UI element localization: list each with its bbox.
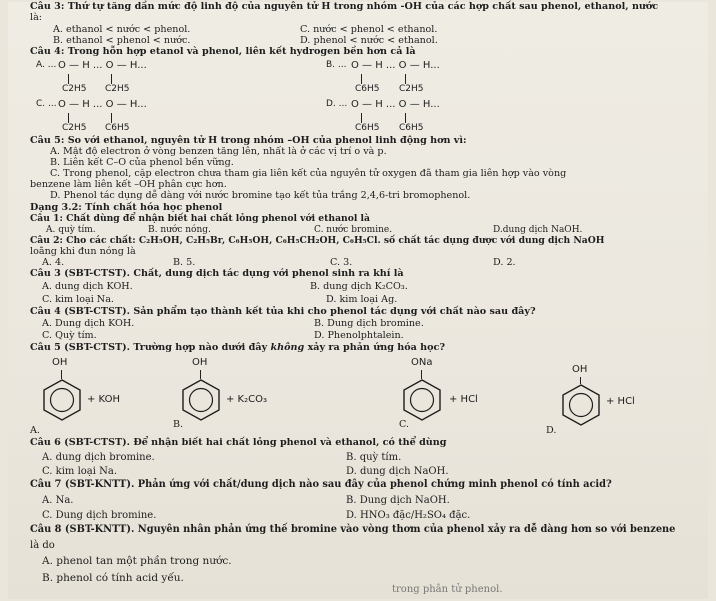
s1-option-c: C. nước bromine. <box>314 225 393 235</box>
s3-option-b: B. dung dịch K₂CO₃. <box>310 281 408 292</box>
reagent-k2co3: + K₂CO₃ <box>226 394 267 405</box>
bond-line <box>68 74 69 84</box>
s2-option-d: D. 2. <box>493 257 516 268</box>
phenyl-group: C6H5 <box>105 123 130 133</box>
q4-option-a-label: A. ... <box>36 60 57 70</box>
benzene-ring-icon <box>401 378 443 422</box>
s1-option-b: B. nước nóng. <box>148 225 211 235</box>
q5-stem: Câu 5: So với ethanol, nguyên tử H trong nhóm –OH của phenol linh động hơn vì: <box>30 135 467 146</box>
s2-option-a: A. 4. <box>42 257 65 268</box>
q5-option-a: A. Mật độ electron ở vòng benzen tăng lên, nhất là ở các vị trí o và p. <box>50 146 387 157</box>
reagent-hcl: + HCl <box>449 394 478 405</box>
q3-option-a: A. ethanol < nước < phenol. <box>53 24 191 35</box>
ethyl-group: C2H5 <box>62 123 87 133</box>
s2-option-b: B. 5. <box>173 257 196 268</box>
q4-option-d-label: D. ... <box>326 99 348 109</box>
q5-option-d: D. Phenol tác dụng dễ dàng với nước bromine tạo kết tủa trắng 2,4,6-tri bromophenol. <box>50 190 471 201</box>
s8-option-b: B. phenol có tính acid yếu. <box>42 572 184 584</box>
q5-option-b: B. Liên kết C–O của phenol bền vững. <box>50 157 234 168</box>
bond-line <box>361 74 362 84</box>
s4-option-b: B. Dung dịch bromine. <box>314 318 424 329</box>
s6-option-a: A. dung dịch bromine. <box>42 452 155 463</box>
s1-stem: Câu 1: Chất dùng để nhận biết hai chất lỏng phenol với ethanol là <box>30 213 370 224</box>
s4-option-d: D. Phenolphtalein. <box>314 330 404 341</box>
s3-option-c: C. kim loại Na. <box>42 294 114 305</box>
hydroxyl-label: OH <box>52 357 68 368</box>
ethyl-group: C2H5 <box>105 84 130 94</box>
s2-stem-cont: loãng khi đun nóng là <box>30 246 136 257</box>
q4-option-b-label: B. ... <box>326 60 347 70</box>
q3-option-b: B. ethanol < phenol < nước. <box>53 35 191 46</box>
s8-stem: Câu 8 (SBT-KNTT). Nguyên nhân phản ứng thế bromine vào vòng thơm của phenol xảy ra dễ dàng hơn so với benzene <box>30 524 676 535</box>
s5-option-a: A. <box>30 425 40 436</box>
s7-option-d: D. HNO₃ đặc/H₂SO₄ đặc. <box>346 510 471 521</box>
section-heading: Dạng 3.2: Tính chất hóa học phenol <box>30 202 223 213</box>
hydroxyl-label: OH <box>572 364 588 375</box>
s6-option-c: C. kim loại Na. <box>42 466 118 477</box>
s3-stem: Câu 3 (SBT-CTST). Chất, dung dịch tác dụng với phenol sinh ra khí là <box>30 268 404 279</box>
s1-option-a: A. quỳ tím. <box>46 225 96 235</box>
benzene-ring-icon <box>41 378 83 422</box>
s5-option-d: D. <box>546 425 557 436</box>
q3-option-c: C. nước < phenol < ethanol. <box>300 24 438 35</box>
ethyl-group: C2H5 <box>399 84 424 94</box>
reagent-koh: + KOH <box>87 394 120 405</box>
phenyl-group: C6H5 <box>355 84 380 94</box>
worksheet-page <box>8 2 708 599</box>
hydroxyl-label: OH <box>192 357 208 368</box>
phenyl-group: C6H5 <box>355 123 380 133</box>
s6-stem: Câu 6 (SBT-CTST). Để nhận biết hai chất lỏng phenol và ethanol, có thể dùng <box>30 437 447 448</box>
s5-stem-emphasis: không <box>270 342 305 353</box>
bond-line <box>361 113 362 123</box>
benzene-ring-icon <box>180 378 222 422</box>
s5-stem-pre: Câu 5 (SBT-CTST). Trường hợp nào dưới đây <box>30 342 271 353</box>
s8-stem-cont: là do <box>30 540 55 551</box>
s7-option-c: C. Dung dịch bromine. <box>42 510 157 521</box>
ethyl-group: C2H5 <box>62 84 87 94</box>
s4-stem: Câu 4 (SBT-CTST). Sản phẩm tạo thành kết tủa khi cho phenol tác dụng với chất nào sau đây? <box>30 306 536 317</box>
s5-stem <box>30 343 445 354</box>
s8-trailing-text: trong phân tử phenol. <box>392 584 503 595</box>
bond-line <box>111 74 112 84</box>
q4-option-d-chain: O — H ... O — H... <box>351 99 440 110</box>
bond-line <box>68 113 69 123</box>
phenyl-group: C6H5 <box>399 123 424 133</box>
q4-option-a-chain: O — H ... O — H... <box>58 60 147 71</box>
s7-option-a: A. Na. <box>42 495 74 506</box>
s5-option-b: B. <box>173 419 184 430</box>
q4-option-c-label: C. ... <box>36 99 57 109</box>
q5-option-c: C. Trong phenol, cặp electron chưa tham gia liên kết của nguyên tử oxygen đã tham gia liên hợp vào vòng <box>50 168 567 179</box>
q4-option-c-chain: O — H ... O — H... <box>58 99 147 110</box>
s8-option-a: A. phenol tan một phần trong nước. <box>42 555 232 567</box>
s6-option-d: D. dung dịch NaOH. <box>346 466 449 477</box>
q3-stem-cont: là: <box>30 12 43 23</box>
s3-option-a: A. dung dịch KOH. <box>42 281 133 292</box>
reagent-hcl: + HCl <box>606 396 635 407</box>
benzene-ring-icon <box>560 383 602 427</box>
s4-option-a: A. Dung dịch KOH. <box>42 318 135 329</box>
s2-option-c: C. 3. <box>330 257 353 268</box>
s2-stem: Câu 2: Cho các chất: C₂H₅OH, C₂H₅Br, C₆H₅OH, C₆H₅CH₂OH, C₆H₅Cl. số chất tác dụng được với dung dịch NaOH <box>30 235 605 246</box>
q4-option-b-chain: O — H ... O — H... <box>351 60 440 71</box>
s7-option-b: B. Dung dịch NaOH. <box>346 495 450 506</box>
s4-option-c: C. Quỳ tím. <box>42 330 97 341</box>
q4-stem: Câu 4: Trong hỗn hợp etanol và phenol, liên kết hydrogen bền hơn cả là <box>30 46 416 57</box>
s5-option-c: C. <box>399 419 410 430</box>
bond-line <box>405 74 406 84</box>
q5-option-c-cont: benzene làm liên kết –OH phân cực hơn. <box>30 179 227 190</box>
s3-option-d: D. kim loại Ag. <box>326 294 398 305</box>
s5-stem-post: xảy ra phản ứng hóa học? <box>304 342 446 353</box>
s6-option-b: B. quỳ tím. <box>346 452 402 463</box>
q3-stem: Câu 3: Thứ tự tăng dần mức độ linh độ của nguyên tử H trong nhóm -OH của các hợp chất sau phenol, ethanol, nước <box>30 1 659 12</box>
sodium-phenoxide-label: ONa <box>411 357 433 368</box>
bond-line <box>111 113 112 123</box>
q3-option-d: D. phenol < nước < ethanol. <box>300 35 438 46</box>
bond-line <box>405 113 406 123</box>
s7-stem: Câu 7 (SBT-KNTT). Phản ứng với chất/dung dịch nào sau đây của phenol chứng minh phenol có tính acid? <box>30 479 612 490</box>
s1-option-d: D.dung dịch NaOH. <box>493 225 583 235</box>
